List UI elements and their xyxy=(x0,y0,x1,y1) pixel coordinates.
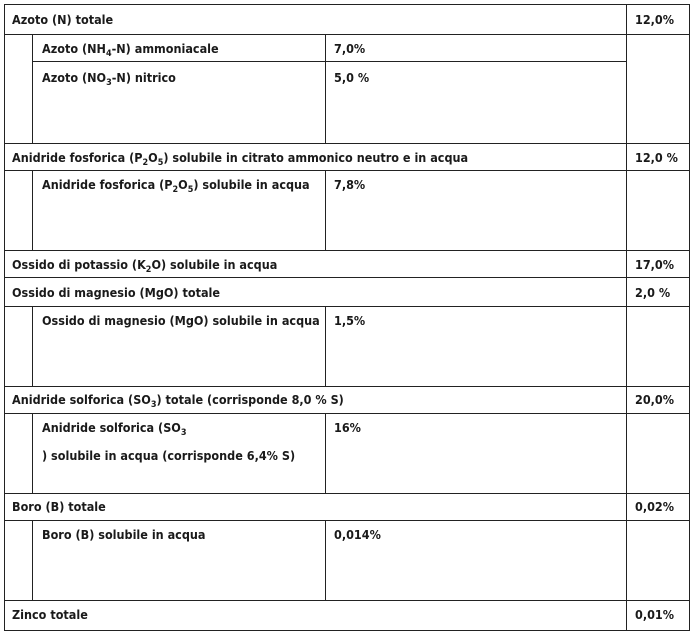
row-divider xyxy=(4,277,690,278)
col-divider xyxy=(325,306,326,387)
col-divider xyxy=(325,520,326,601)
row-value: 0,02% xyxy=(635,499,675,514)
col-divider xyxy=(32,306,33,387)
col-divider xyxy=(626,4,627,631)
row-value: 17,0% xyxy=(635,257,675,272)
row-label: Ossido di magnesio (MgO) solubile in acqua xyxy=(42,313,320,328)
col-divider xyxy=(32,520,33,601)
row-label: Anidride solforica ($SO_3$ xyxy=(42,420,187,438)
row-value: 7,0% xyxy=(334,41,366,56)
row-label: Zinco totale xyxy=(12,607,88,622)
row-label: Anidride fosforica $(P_2O_5)$ solubile in acqua xyxy=(42,177,310,195)
row-value: 12,0% xyxy=(635,12,675,27)
row-value: 0,014% xyxy=(334,527,381,542)
row-label-continued: ) solubile in acqua (corrisponde 6,4% S) xyxy=(42,448,296,463)
row-divider xyxy=(4,386,690,387)
row-value: 12,0 % xyxy=(635,150,678,165)
row-label: Ossido di potassio $(K_2O)$ solubile in acqua xyxy=(12,257,278,275)
nutrient-table xyxy=(4,4,690,631)
row-value: 7,8% xyxy=(334,177,366,192)
row-label: Azoto $(NH_4-N)$ ammoniacale xyxy=(42,41,219,59)
col-divider xyxy=(32,170,33,251)
row-label: Azoto (N) totale xyxy=(12,12,114,27)
row-label: Boro (B) solubile in acqua xyxy=(42,527,206,542)
col-divider xyxy=(32,34,33,144)
row-divider xyxy=(4,600,690,601)
row-divider xyxy=(4,520,690,521)
row-divider xyxy=(4,493,690,494)
row-label: Ossido di magnesio (MgO) totale xyxy=(12,285,221,300)
row-divider xyxy=(4,143,690,144)
row-divider xyxy=(4,250,690,251)
row-divider xyxy=(4,630,690,631)
row-divider xyxy=(4,4,690,5)
col-divider xyxy=(32,413,33,494)
row-value: 2,0 % xyxy=(635,285,671,300)
row-value: 16% xyxy=(334,420,361,435)
col-divider xyxy=(325,413,326,494)
row-label: Azoto $(NO_3-N)$ nitrico xyxy=(42,70,176,88)
row-value: 20,0% xyxy=(635,392,675,407)
col-divider xyxy=(325,34,326,144)
row-divider xyxy=(4,413,690,414)
row-value: 0,01% xyxy=(635,607,675,622)
row-value: 5,0 % xyxy=(334,70,370,85)
row-divider xyxy=(4,306,690,307)
col-divider xyxy=(4,4,5,631)
col-divider xyxy=(325,170,326,251)
row-label: Anidride solforica $(SO_3)$ totale (corrisponde 8,0 % S) xyxy=(12,392,344,410)
row-divider xyxy=(32,61,626,62)
row-value: 1,5% xyxy=(334,313,366,328)
col-divider xyxy=(689,4,690,631)
row-label: Anidride fosforica $(P_2O_5)$ solubile in citrato ammonico neutro e in acqua xyxy=(12,150,469,168)
row-divider xyxy=(4,34,690,35)
row-divider xyxy=(4,170,690,171)
row-label: Boro (B) totale xyxy=(12,499,106,514)
